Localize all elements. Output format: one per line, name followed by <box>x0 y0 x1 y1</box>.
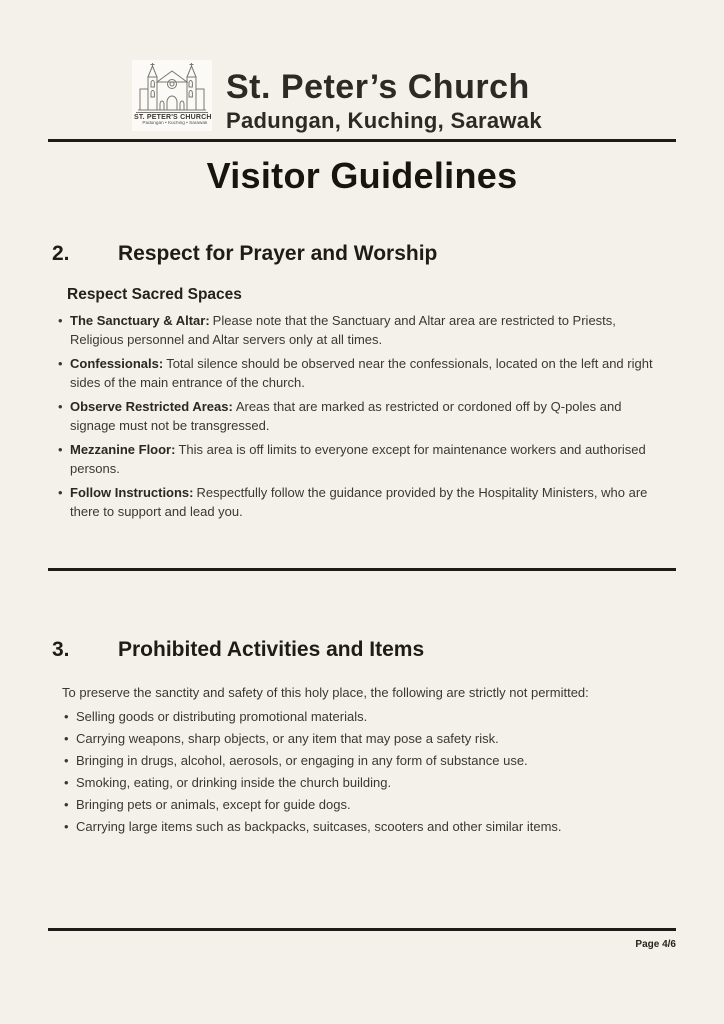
list-item <box>76 751 676 771</box>
church-logo <box>132 60 212 131</box>
section-subheading: Respect Sacred Spaces <box>67 285 242 303</box>
list-item-text: Respectfully follow the guidance provided by the Hospitality Ministers, who are there to support and lead you. <box>70 484 648 520</box>
list-item-text: Smoking, eating, or drinking inside the church building. <box>76 774 392 790</box>
list-item-label: Confessionals: <box>70 355 164 371</box>
header-title: St. Peter’s Church <box>226 68 530 106</box>
list-item-label: Mezzanine Floor: <box>70 441 176 457</box>
list-item-label: Observe Restricted Areas: <box>70 398 233 414</box>
list-item <box>70 440 668 479</box>
section-intro: To preserve the sanctity and safety of this holy place, the following are strictly not permitted: <box>62 684 589 700</box>
section-number: 2. <box>52 241 70 265</box>
page-title: Visitor Guidelines <box>206 154 518 196</box>
list-item <box>76 795 676 815</box>
list-item <box>76 729 676 749</box>
list-item-text: Areas that are marked as restricted or cordoned off by Q-poles and signage must not be transgressed. <box>70 398 622 434</box>
logo-tagline: Padungan • Kuching • Sarawak <box>142 121 208 126</box>
header-subtitle: Padungan, Kuching, Sarawak <box>226 107 542 133</box>
section-divider-rule <box>48 568 676 571</box>
logo-name: ST. PETER'S CHURCH <box>134 114 212 121</box>
section-heading-row <box>52 637 676 663</box>
prohibited-items-list <box>76 707 676 837</box>
list-item-label: The Sanctuary & Altar: <box>70 312 210 328</box>
header-text <box>226 60 542 134</box>
list-item-text: Please note that the Sanctuary and Altar area are restricted to Priests, Religious personnel and Altar servers only at all times. <box>70 312 616 348</box>
list-item-text: This area is off limits to everyone except for maintenance workers and authorised persons. <box>70 441 646 477</box>
list-item <box>76 707 676 727</box>
list-item-text: Carrying large items such as backpacks, suitcases, scooters and other similar items. <box>76 818 562 834</box>
document-header <box>132 0 676 134</box>
section-prohibited-items <box>48 637 676 837</box>
sacred-spaces-list <box>70 311 668 522</box>
list-item-label: Follow Instructions: <box>70 484 194 500</box>
list-item <box>70 483 668 522</box>
section-respect-prayer <box>48 241 676 522</box>
section-heading: Respect for Prayer and Worship <box>118 241 438 265</box>
page-number: Page 4/6 <box>635 939 676 950</box>
list-item <box>70 397 668 436</box>
section-number: 3. <box>52 637 70 661</box>
list-item-text: Bringing pets or animals, except for guide dogs. <box>76 796 351 812</box>
list-item-text: Selling goods or distributing promotional materials. <box>76 708 368 724</box>
footer-rule <box>48 928 676 931</box>
list-item <box>70 311 668 350</box>
list-item-text: Carrying weapons, sharp objects, or any item that may pose a safety risk. <box>76 730 499 746</box>
section-heading: Prohibited Activities and Items <box>118 637 425 661</box>
list-item <box>76 817 676 837</box>
list-item <box>70 354 668 393</box>
section-heading-row <box>52 241 676 267</box>
list-item-text: Bringing in drugs, alcohol, aerosols, or engaging in any form of substance use. <box>76 752 528 768</box>
list-item <box>76 773 676 793</box>
list-item-text: Total silence should be observed near the confessionals, located on the left and right sides of the main entrance of the church. <box>70 355 653 391</box>
church-illustration-icon <box>136 63 208 113</box>
header-rule <box>48 139 676 142</box>
